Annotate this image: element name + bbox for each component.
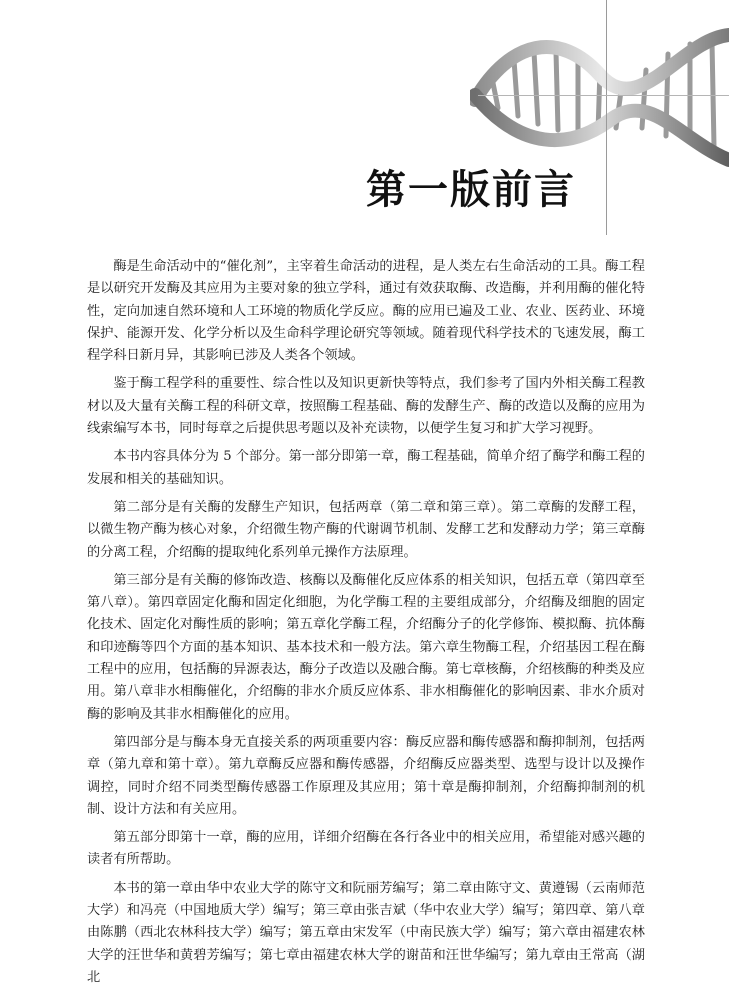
- paragraph: 第五部分即第十一章，酶的应用，详细介绍酶在各行各业中的相关应用，希望能对感兴趣的读者有所帮助。: [87, 830, 645, 868]
- paragraph: 本书的第一章由华中农业大学的陈守文和阮丽芳编写；第二章由陈守文、黄遵锡（云南师范大学）和冯亮（中国地质大学）编写；第三章由张吉斌（华中农业大学）编写；第四章、第八章由陈鹏（西北农林科技大学）编写；第五章由宋发军（中南民族大学）编写；第六章由福建农林大学的汪世华和黄碧芳编写；第七章由福建农林大学的谢苗和汪世华编写；第九章由王常高（湖北: [87, 880, 645, 985]
- paragraph: 第四部分是与酶本身无直接关系的两项重要内容：酶反应器和酶传感器和酶抑制剂，包括两章（第九章和第十章）。第九章酶反应器和酶传感器，介绍酶反应器类型、选型与设计以及操作调控，同时介绍不同类型酶传感器工作原理及其应用；第十章是酶抑制剂，介绍酶抑制剂的机制、设计方法和有关应用。: [87, 734, 645, 817]
- body-text: [87, 256, 645, 995]
- paragraph: 鉴于酶工程学科的重要性、综合性以及知识更新快等特点，我们参考了国内外相关酶工程教材以及大量有关酶工程的科研文章，按照酶工程基础、酶的发酵生产、酶的改造以及酶的应用为线索编写本书，同时每章之后提供思考题以及补充读物，以便学生复习和扩大学习视野。: [87, 376, 645, 437]
- paragraph: 本书内容具体分为 5 个部分。第一部分即第一章，酶工程基础，简单介绍了酶学和酶工程的发展和相关的基础知识。: [87, 449, 645, 487]
- horizontal-guide-line: [478, 95, 729, 96]
- paragraph: 酶是生命活动中的“催化剂”，主宰着生命活动的进程，是人类左右生命活动的工具。酶工程是以研究开发酶及其应用为主要对象的独立学科，通过有效获取酶、改造酶，并利用酶的催化特性，定向加速自然环境和人工环境的物质化学反应。酶的应用已遍及工业、农业、医药业、环境保护、能源开发、化学分析以及生命科学理论研究等领域。随着现代科学技术的飞速发展，酶工程学科日新月异，其影响已涉及人类各个领域。: [87, 259, 645, 364]
- page-title: 第一版前言: [366, 167, 576, 213]
- vertical-guide-line: [606, 0, 607, 235]
- paragraph: 第三部分是有关酶的修饰改造、核酶以及酶催化反应体系的相关知识，包括五章（第四章至第八章）。第四章固定化酶和固定化细胞，为化学酶工程的主要组成部分，介绍酶及细胞的固定化技术、固定化对酶性质的影响；第五章化学酶工程，介绍酶分子的化学修饰、模拟酶、抗体酶和印迹酶等四个方面的基本知识、基本技术和一般方法。第六章生物酶工程，介绍基因工程在酶工程中的应用，包括酶的异源表达，酶分子改造以及融合酶。第七章核酶，介绍核酶的种类及应用。第八章非水相酶催化，介绍酶的非水介质反应体系、非水相酶催化的影响因素、非水介质对酶的影响及其非水相酶催化的应用。: [87, 572, 645, 722]
- paragraph: 第二部分是有关酶的发酵生产知识，包括两章（第二章和第三章）。第二章酶的发酵工程，以微生物产酶为核心对象，介绍微生物产酶的代谢调节机制、发酵工艺和发酵动力学；第三章酶的分离工程，介绍酶的提取纯化系列单元操作方法原理。: [87, 499, 645, 560]
